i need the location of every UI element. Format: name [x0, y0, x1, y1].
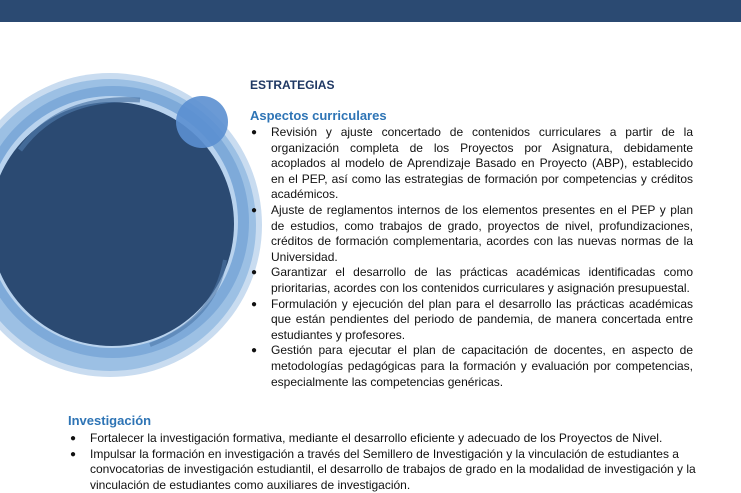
bullet-icon: ● — [70, 433, 77, 444]
list-item — [251, 343, 693, 390]
section-title: ESTRATEGIAS — [250, 78, 335, 92]
list-item — [251, 265, 693, 296]
bullet-icon: ● — [70, 448, 77, 460]
list-item-text: Garantizar el desarrollo de las prácticas académicas identificadas como prioritarias, acordes con los contenidos curriculares y asignación presupuestal. — [271, 265, 693, 295]
list-item — [251, 296, 693, 344]
bullet-icon: ● — [251, 204, 258, 216]
list-item — [70, 446, 700, 493]
research-heading: Investigación — [68, 413, 152, 428]
bullet-icon: ● — [251, 345, 258, 357]
list-item — [70, 431, 700, 447]
list-item — [251, 125, 693, 203]
list-item-text: Gestión para ejecutar el plan de capacitación de docentes, en aspecto de metodologías pedagógicas para la formación y evaluación por competencias, especialmente las competencias genéricas. — [271, 343, 693, 389]
research-list — [70, 431, 700, 493]
list-item-text: Revisión y ajuste concertado de contenidos curriculares a partir de la organización completa de los Proyectos por Asignatura, debidamente acoplados al modelo de Aprendizaje Basado en Proyecto (ABP), establecido en el PEP, así como las estrategias de formación por competencias y créditos académicos. — [271, 125, 693, 202]
accent-dot — [176, 96, 228, 148]
bullet-icon: ● — [251, 127, 258, 138]
list-item-text: Formulación y ejecución del plan para el desarrollo las prácticas académicas que están pendientes del periodo de pandemia, de manera concertada entre estudiantes y profesores. — [271, 296, 693, 342]
list-item-text: Ajuste de reglamentos internos de los elementos presentes en el PEP y plan de estudios, como trabajos de grado, proyectos de nivel, profundizaciones, créditos de formación complementaria, acordes con las nuevas normas de la Universidad. — [271, 202, 693, 264]
list-item-text: Fortalecer la investigación formativa, mediante el desarrollo eficiente y adecuado de los Proyectos de Nivel. — [90, 431, 663, 445]
curricular-list — [251, 125, 693, 390]
curricular-heading: Aspectos curriculares — [250, 108, 387, 123]
bullet-icon: ● — [251, 298, 258, 310]
list-item — [251, 202, 693, 265]
bullet-icon: ● — [251, 267, 258, 279]
list-item-text: Impulsar la formación en investigación a través del Semillero de Investigación y la vinculación de estudiantes a convocatorias de investigación estudiantil, el desarrollo de trabajos de grado en la modalidad de investigación y la vinculación de estudiantes como auxiliares de investigación. — [90, 446, 696, 492]
